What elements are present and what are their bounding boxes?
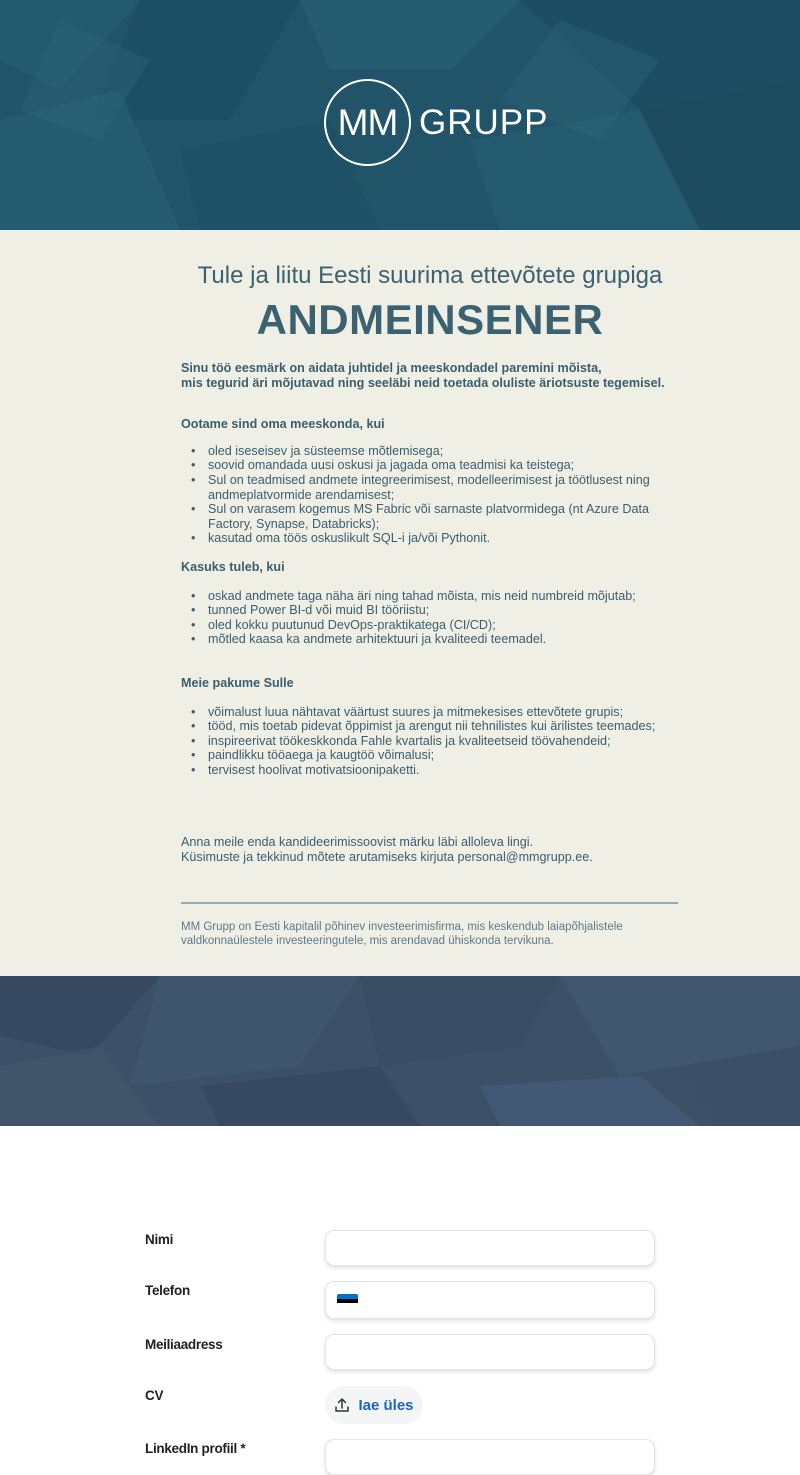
list-item: • paindlikku tööaega ja kaugtöö võimalusi; — [191, 748, 681, 763]
requirements-list — [191, 444, 681, 546]
posting-tagline: Tule ja liitu Eesti suurima ettevõtete grupiga — [197, 262, 663, 289]
phone-field[interactable] — [325, 1281, 655, 1319]
list-item: • oled kokku puutunud DevOps-praktikatega (CI/CD); — [191, 618, 681, 633]
phone-label: Telefon — [145, 1283, 190, 1298]
estonia-flag-icon[interactable] — [337, 1294, 358, 1308]
upload-label: Iae üles — [358, 1396, 414, 1414]
list-item: • oskad andmete taga näha äri ning tahad mõista, mis neid numbreid mõjutab; — [191, 589, 681, 604]
job-posting — [0, 230, 800, 976]
list-item: • Sul on varasem kogemus MS Fabric või sarnaste platvormidega (nt Azure Data Factory, Synapse, Databricks); — [191, 502, 681, 531]
offer-list — [191, 705, 681, 778]
footnote-line-2: valdkonnaülestele investeeringutele, mis arendavad ühiskonda tervikuna. — [181, 934, 554, 947]
list-item: • tunned Power BI-d või muid BI tööriistu; — [191, 603, 681, 618]
section-heading-bonus: Kasuks tuleb, kui — [181, 559, 285, 574]
section-heading-offer: Meie pakume Sulle — [181, 675, 294, 690]
list-item: • inspireerivat töökeskkonda Fahle kvartalis ja kvaliteetseid töövahendeid; — [191, 734, 681, 749]
list-item: • oled iseseisev ja süsteemse mõtlemisega; — [191, 444, 681, 459]
contact-line-2: Küsimuste ja tekkinud mõtete arutamiseks kirjuta personal@mmgrupp.ee. — [181, 850, 593, 865]
posting-content — [181, 361, 681, 865]
contact-line-1: Anna meile enda kandideerimissoovist märku läbi alloleva lingi. — [181, 835, 534, 850]
list-item: • Sul on teadmised andmete integreerimisest, modelleerimisest ja töötlusest ning andmeplatvormide arendamisest; — [191, 473, 681, 502]
divider — [181, 902, 678, 904]
section-heading-requirements: Ootame sind oma meeskonda, kui — [181, 417, 385, 432]
list-item: • võimalust luua nähtavat väärtust suures ja mitmekesises ettevõtete grupis; — [191, 705, 681, 720]
phone-input[interactable] — [366, 1283, 646, 1317]
list-item: • kasutad oma töös oskuslikult SQL-i ja/või Pythonit. — [191, 531, 681, 546]
logo-circle: MM — [324, 79, 411, 166]
cv-label: CV — [145, 1388, 164, 1403]
company-footnote — [181, 921, 651, 948]
lead-line-1: Sinu töö eesmärk on aidata juhtidel ja meeskondadel paremini mõista, — [181, 361, 602, 375]
upload-icon — [334, 1397, 350, 1413]
bonus-list — [191, 589, 681, 647]
application-form — [0, 1126, 800, 1456]
name-input[interactable] — [325, 1230, 655, 1266]
list-item: • soovid omandada uusi oskusi ja jagada oma teadmisi ka teistega; — [191, 458, 681, 473]
email-label: Meiliaadress — [145, 1337, 223, 1352]
cv-upload-button[interactable] — [325, 1386, 423, 1424]
bottom-banner — [0, 976, 800, 1126]
lead-line-2: mis tegurid äri mõjutavad ning seeläbi neid toetada oluliste äriotsuste tegemisel. — [181, 375, 665, 390]
logo-word: GRUPP — [419, 102, 549, 142]
job-title: ANDMEINSENER — [256, 296, 604, 343]
list-item: • mõtled kaasa ka andmete arhitektuuri ja kvaliteedi teemadel. — [191, 632, 681, 647]
list-item: • tervisest hoolivat motivatsioonipaketti. — [191, 763, 681, 778]
linkedin-input[interactable] — [325, 1439, 655, 1475]
list-item: • tööd, mis toetab pidevat õppimist ja arengut nii tehnilistes kui ärilistes teemades; — [191, 719, 681, 734]
email-input[interactable] — [325, 1334, 655, 1370]
company-logo — [324, 79, 548, 166]
footnote-line-1: MM Grupp on Eesti kapitalil põhinev investeerimisfirma, mis keskendub laiapõhjalistele — [181, 921, 623, 933]
header-banner — [0, 0, 800, 230]
name-label: Nimi — [145, 1232, 174, 1247]
bottom-banner-pattern — [0, 976, 800, 1126]
linkedin-label: LinkedIn profiil * — [145, 1441, 246, 1456]
